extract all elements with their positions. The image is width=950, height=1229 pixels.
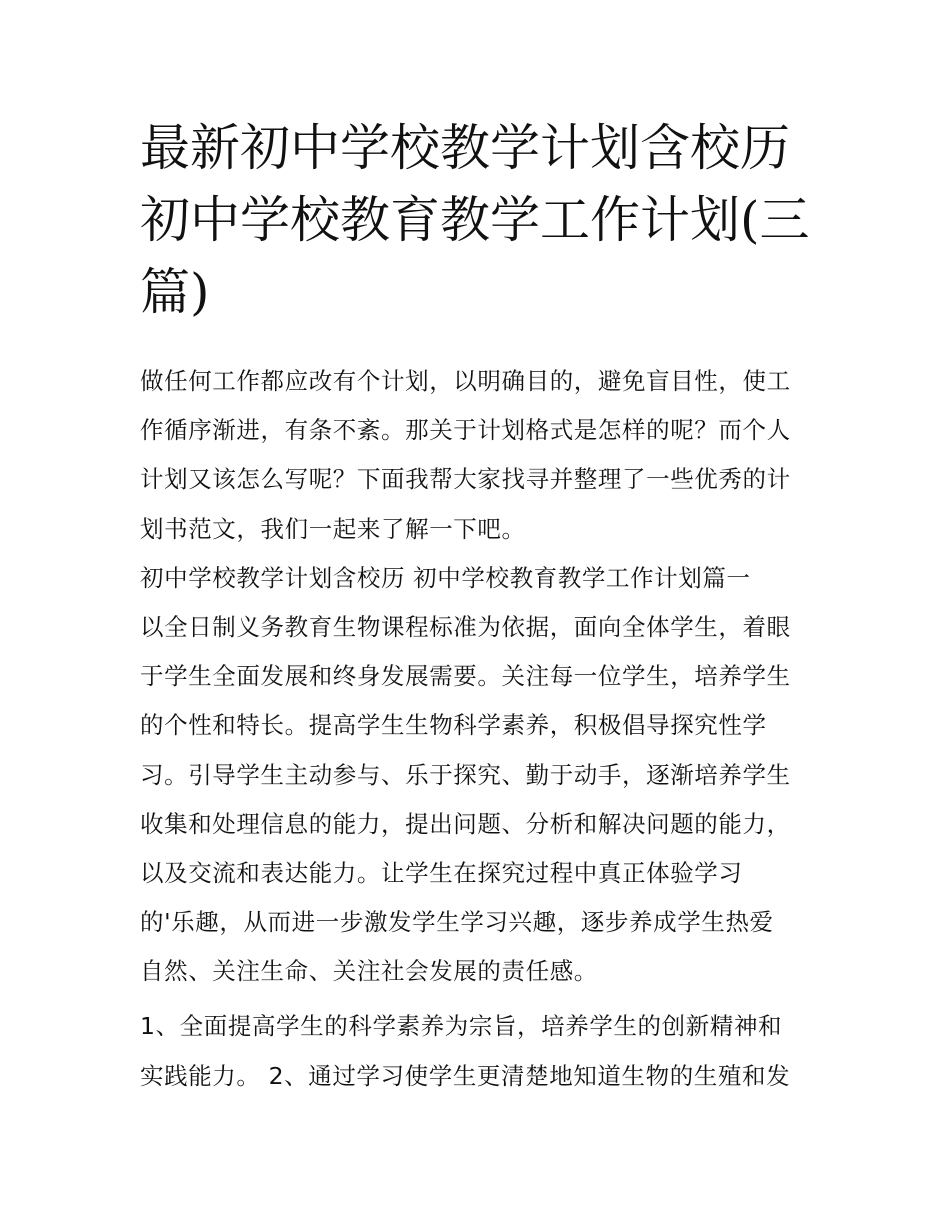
goals-list xyxy=(140,1002,830,1100)
title-line: 最新初中学校教学计划含校历 xyxy=(140,119,790,177)
text-line: 收集和处理信息的能力，提出问题、分析和解决问题的能力， xyxy=(140,809,791,838)
document-body xyxy=(140,357,830,1101)
section-paragraph xyxy=(140,603,830,997)
text-line: 做任何工作都应改有个计划，以明确目的，避免盲目性，使工 xyxy=(140,367,791,395)
goal-line: 实践能力。 2、通过学习使学生更清楚地知道生物的生殖和发 xyxy=(140,1061,791,1090)
title-line: 篇) xyxy=(140,263,210,321)
text-line: 作循序渐进，有条不紊。那关于计划格式是怎样的呢？而个人 xyxy=(140,416,791,445)
text-line: 以全日制义务教育生物课程标准为依据，面向全体学生，着眼 xyxy=(140,612,791,641)
intro-paragraph xyxy=(140,357,830,554)
text-line: 计划又该怎么写呢？下面我帮大家找寻并整理了一些优秀的计 xyxy=(140,465,791,494)
text-line: 的'乐趣，从而进一步激发学生学习兴趣，逐步养成学生热爱 xyxy=(140,908,774,937)
text-line: 划书范文，我们一起来了解一下吧。 xyxy=(140,514,526,543)
document-title xyxy=(140,112,820,328)
text-line: 以及交流和表达能力。让学生在探究过程中真正体验学习 xyxy=(140,858,743,887)
title-line: 初中学校教育教学工作计划(三 xyxy=(140,191,810,249)
text-line: 的个性和特长。提高学生生物科学素养，积极倡导探究性学 xyxy=(140,711,767,740)
section-heading: 初中学校教学计划含校历 初中学校教育教学工作计划篇一 xyxy=(140,563,751,592)
text-line: 习。引导学生主动参与、乐于探究、勤于动手，逐渐培养学生 xyxy=(140,760,791,789)
text-line: 于学生全面发展和终身发展需要。关注每一位学生，培养学生 xyxy=(140,662,791,691)
goal-line: 1、全面提高学生的科学素养为宗旨，培养学生的创新精神和 xyxy=(140,1012,783,1041)
text-line: 自然、关注生命、关注社会发展的责任感。 xyxy=(140,957,598,986)
